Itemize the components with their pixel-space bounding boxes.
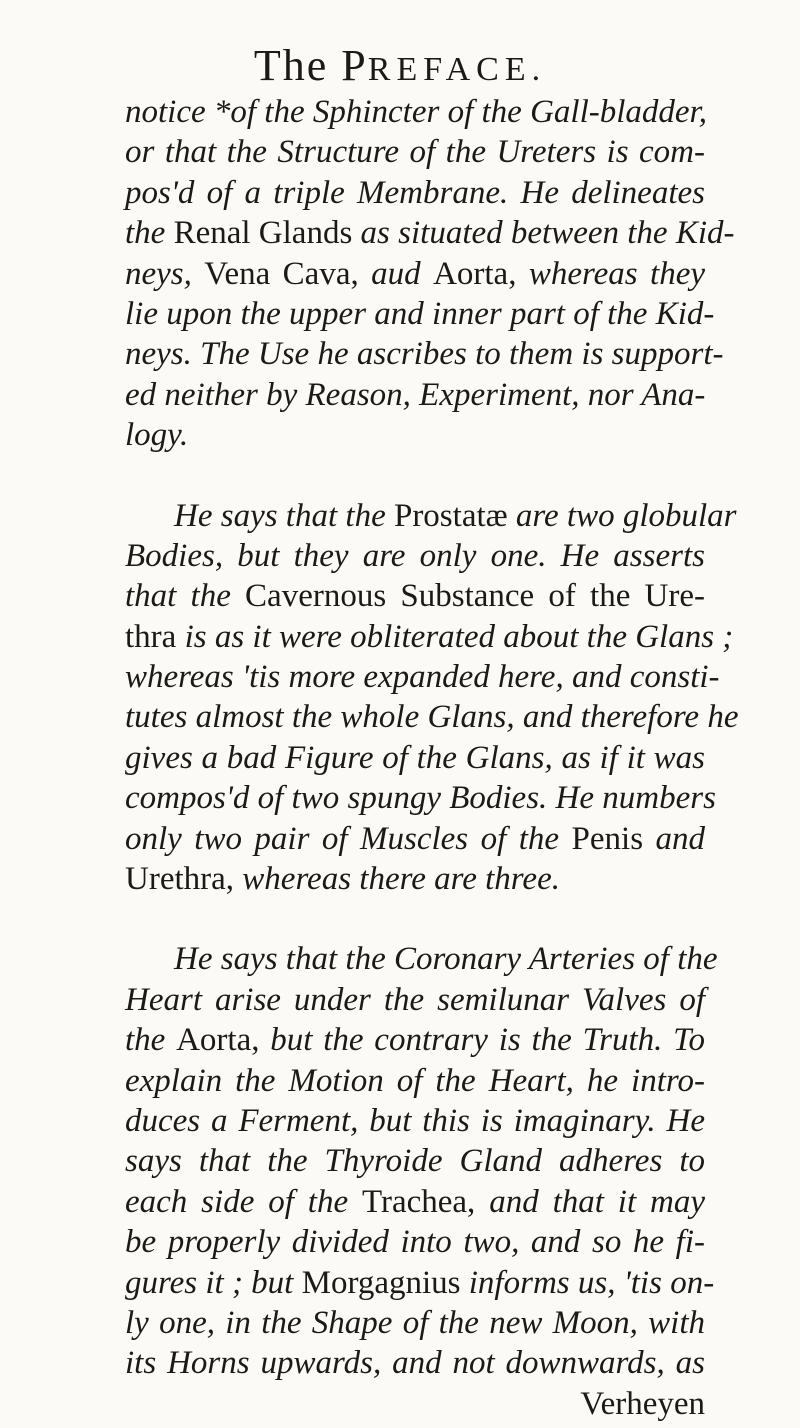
text-line: tutes almost the whole Glans, and therefore he: [125, 699, 739, 736]
text-line: Heart arise under the semilunar Valves of: [125, 981, 705, 1018]
text-line: be properly divided into two, and so he fi-: [125, 1224, 705, 1261]
text-line: explain the Motion of the Heart, he intro-: [125, 1062, 705, 1099]
text-line: only two pair of Muscles of the Penis and: [125, 820, 706, 857]
body-text: [125, 92, 739, 1424]
text-line: Bodies, but they are only one. He asserts: [125, 537, 705, 574]
running-head-initial: The P: [253, 41, 368, 90]
paragraph: [125, 92, 735, 456]
text-line: lie upon the upper and inner part of the Kid-: [125, 295, 715, 332]
text-line: whereas 'tis more expanded here, and consti-: [125, 659, 720, 696]
running-head-small-caps: REFACE.: [367, 51, 547, 88]
text-line: each side of the Trachea, and that it may: [125, 1183, 706, 1220]
text-line: that the Cavernous Substance of the Ure-: [125, 578, 706, 615]
text-line: logy.: [125, 417, 189, 454]
text-line: neys, Vena Cava, aud Aorta, whereas they: [125, 255, 705, 292]
text-line: He says that the Coronary Arteries of the: [174, 941, 718, 978]
text-line: ly one, in the Shape of the new Moon, with: [125, 1304, 705, 1341]
text-line: thra is as it were obliterated about the Glans ;: [125, 618, 734, 655]
catchword: Verheyen: [580, 1385, 705, 1422]
text-line: its Horns upwards, and not downwards, as: [125, 1345, 705, 1382]
running-head: [0, 41, 800, 90]
text-line: pos'd of a triple Membrane. He delineates: [125, 174, 705, 211]
text-line: duces a Ferment, but this is imaginary. He: [125, 1102, 705, 1139]
text-line: He says that the Prostatæ are two globular: [174, 497, 737, 534]
text-line: notice *of the Sphincter of the Gall-bladder,: [125, 94, 707, 130]
paragraph: [125, 496, 739, 900]
paragraph-gap: [125, 456, 705, 496]
text-line: compos'd of two spungy Bodies. He numbers: [125, 780, 716, 817]
text-line: ed neither by Reason, Experiment, nor Ana-: [125, 376, 706, 413]
text-line: neys. The Use he ascribes to them is support-: [125, 336, 724, 373]
paragraph: [125, 939, 718, 1424]
text-line: gures it ; but Morgagnius informs us, 'tis on-: [125, 1264, 715, 1301]
text-line: says that the Thyroide Gland adheres to: [125, 1143, 705, 1180]
paragraph-gap: [125, 899, 705, 939]
text-line: Urethra, whereas there are three.: [125, 861, 560, 898]
text-line: the Renal Glands as situated between the Kid-: [125, 215, 735, 252]
text-line: gives a bad Figure of the Glans, as if it was: [125, 739, 705, 776]
text-line: the Aorta, but the contrary is the Truth. To: [125, 1022, 705, 1059]
text-line: or that the Structure of the Ureters is com-: [125, 134, 705, 171]
